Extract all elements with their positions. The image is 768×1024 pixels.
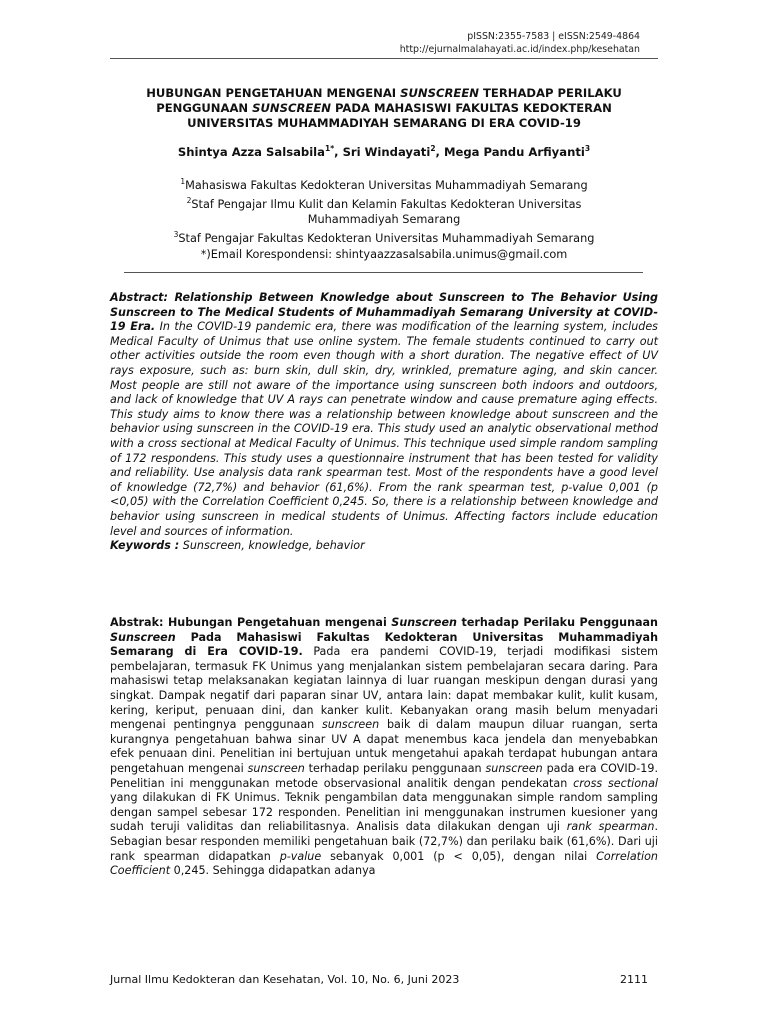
abstract-english <box>110 291 658 554</box>
separator-rule <box>124 272 643 273</box>
author-list: Shintya Azza Salsabila$^{1*}$, Sri Windayati$^2$, Mega Pandu Arfiyanti$^3$ <box>177 144 591 159</box>
page-number: 2111 <box>620 973 648 986</box>
keywords: Keywords : Sunscreen, knowledge, behavior <box>110 539 365 553</box>
affiliation-2: $^2$Staf Pengajar Ilmu Kulit dan Kelamin Fakultas Kedokteran Universitas <box>186 195 582 211</box>
abstract-id-heading: Abstrak: Hubungan Pengetahuan mengenai Sunscreen terhadap Perilaku Penggunaan Sunscreen Pada Mahasiswi Fakultas Kedokteran Universitas Muhammadiyah Semarang di Era COVID-19. <box>110 616 658 659</box>
abstract-indonesian: Abstrak: Hubungan Pengetahuan mengenai Sunscreen terhadap Perilaku Penggunaan Sunscreen Pada Mahasiswi Fakultas Kedokteran Universitas Muhammadiyah Semarang di Era COVID-19. Pada era pandemi COVID-19, terjadi modifikasi sistem pembelajaran, termasuk FK Unimus yang menjalankan sistem pembelajaran secara daring. Para mahasiswi tetap melaksanakan kegiatan lainnya di luar ruangan meskipun dengan durasi yang singkat. Dampak negatif dari paparan sinar UV, antara lain: dapat membakar kulit, kulit kusam, kering, keriput, penuaan dini, dan kanker kulit. Kebanyakan orang masih belum menyadari mengenai pentingnya penggunaan sunscreen baik di dalam maupun diluar ruangan, serta kurangnya pengetahuan bahwa sinar UV A dapat menembus kaca jendela dan menyebabkan efek penuaan dini. Penelitian ini bertujuan untuk mengetahui apakah terdapat hubungan antara pengetahuan mengenai sunscreen terhadap perilaku penggunaan sunscreen pada era COVID-19. Penelitian ini menggunakan metode observasional analitik dengan pendekatan cross sectional yang dilakukan di FK Unimus. Teknik pengambilan data menggunakan simple random sampling dengan sampel sebesar 172 responden. Penelitian ini menggunakan instrumen kuesioner yang sudah teruji validitas dan reliabilitasnya. Analisis data dilakukan dengan uji rank spearman. Sebagian besar responden memiliki pengetahuan baik (72,7%) dan perilaku baik (61,6%). Dari uji rank spearman didapatkan p-value sebanyak 0,001 (p < 0,05), dengan nilai Correlation Coefficient 0,245. Sehingga didapatkan adanya <box>110 616 659 878</box>
journal-citation: Jurnal Ilmu Kedokteran dan Kesehatan, Vol. 10, No. 6, Juni 2023 <box>110 973 460 986</box>
journal-header <box>400 30 640 56</box>
abstract-en-body: In the COVID-19 pandemic era, there was modification of the learning system, includes Medical Faculty of Unimus that use online system. The female students continued to carry out other activities outside the room even though with a short duration. The negative effect of UV rays exposure, such as: burn skin, dull skin, dry, wrinkled, premature aging, and skin cancer. Most people are still not aware of the importance using sunscreen both indoors and outdoors, and lack of knowledge that UV A rays can penetrate window and cause premature aging effects. This study aims to know there was a relationship between knowledge about sunscreen and the behavior using sunscreen in the COVID-19 era. This study used an analytic observational method with a cross sectional at Medical Faculty of Unimus. This technique used simple random sampling of 172 respondens. This study uses a questionnaire instrument that has been tested for validity and reliability. Use analysis data rank spearman test. Most of the respondents have a good level of knowledge (72,7%) and behavior (61,6%). From the rank spearman test, p-value 0,001 (p <0,05) with the Correlation Coefficient 0,245. So, there is a relationship between knowledge and behavior using sunscreen in medical students of Unimus. Affecting factors include education level and sources of information. <box>110 320 658 538</box>
header-rule <box>110 58 658 59</box>
journal-url[interactable]: http://ejurnalmalahayati.ac.id/index.php/kesehatan <box>399 44 640 55</box>
article-title: HUBUNGAN PENGETAHUAN MENGENAI SUNSCREEN TERHADAP PERILAKU PENGGUNAAN SUNSCREEN PADA MAHASISWI FAKULTAS KEDOKTERAN UNIVERSITAS MUHAMMADIYAH SEMARANG DI ERA COVID-19 <box>146 86 622 130</box>
affiliation-2-cont: Muhammadiyah Semarang <box>307 212 461 226</box>
correspondence-email: *)Email Korespondensi: shintyaazzasalsabila.unimus@gmail.com <box>200 248 568 261</box>
affiliations <box>110 174 658 245</box>
affiliation-1: $^1$Mahasiswa Fakultas Kedokteran Universitas Muhammadiyah Semarang <box>180 177 588 192</box>
issn-line: pISSN:2355-7583 | eISSN:2549-4864 <box>467 31 640 42</box>
abstract-en-heading: Abstract: Relationship Between Knowledge about Sunscreen to The Behavior Using Sunscreen to The Medical Students of Muhammadiyah Semarang University at COVID-19 Era. <box>110 291 658 334</box>
affiliation-3: $^3$Staf Pengajar Fakultas Kedokteran Universitas Muhammadiyah Semarang <box>173 229 595 245</box>
page-footer <box>110 973 658 986</box>
